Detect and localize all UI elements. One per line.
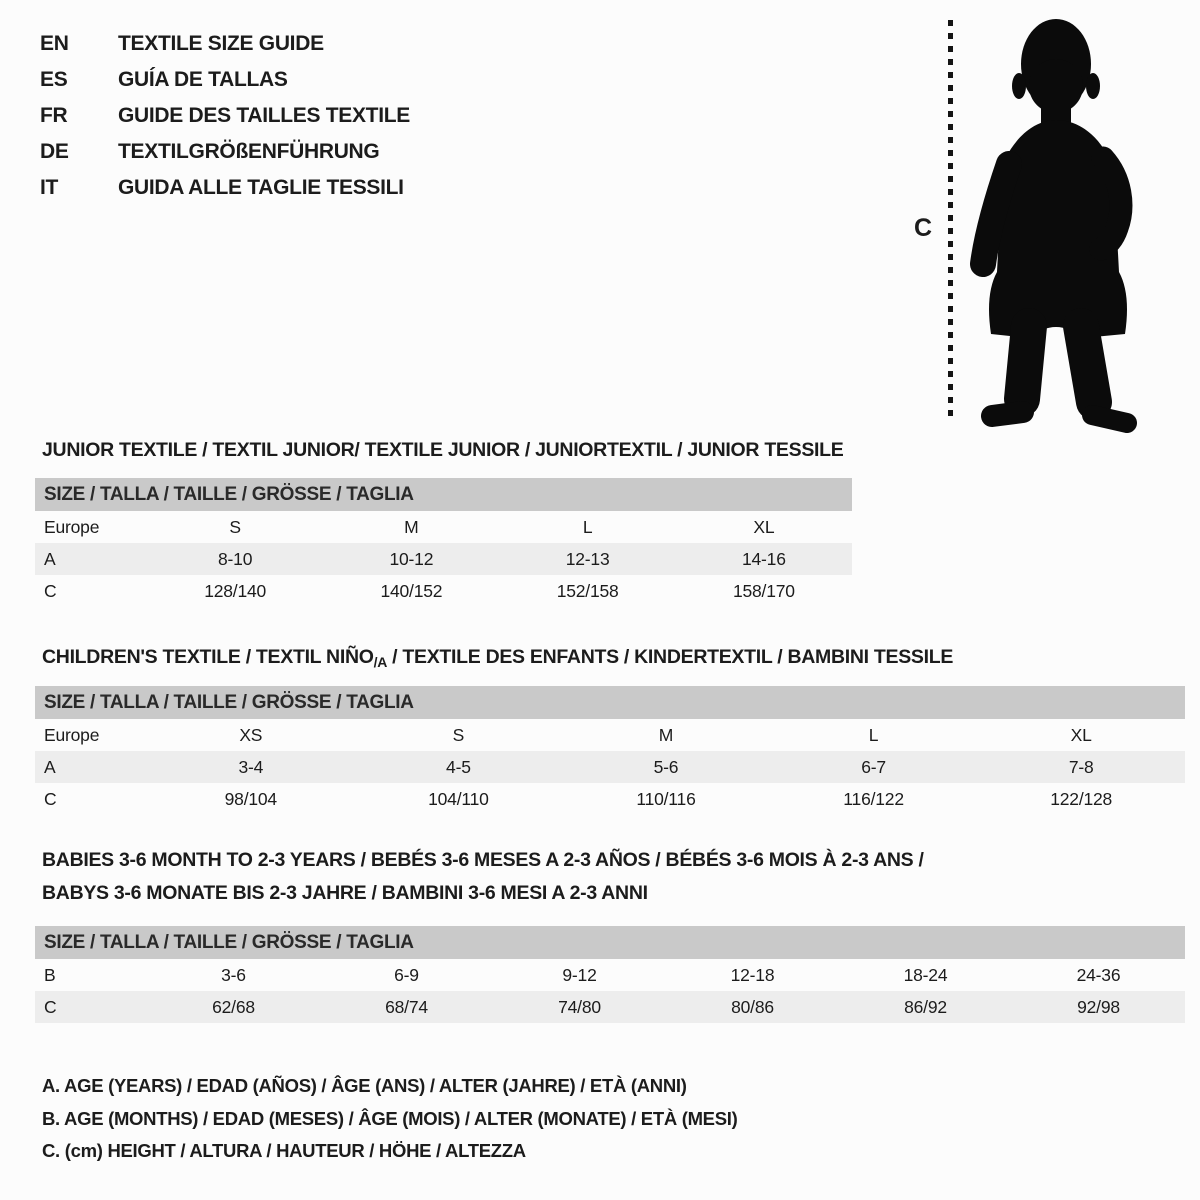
size-value: L (582, 516, 593, 537)
language-row-fr (40, 98, 410, 134)
size-value: 158/170 (732, 580, 795, 601)
row-label: A (44, 756, 56, 777)
size-value: 14-16 (741, 548, 786, 569)
size-value: 140/152 (380, 580, 443, 601)
children-title-text: CHILDREN'S TEXTILE / TEXTIL NIÑO (42, 646, 374, 668)
row-label: Europe (44, 724, 100, 745)
guide-title: GUIDE DES TAILLES TEXTILE (118, 104, 410, 127)
size-value: 10-12 (389, 548, 434, 569)
size-value: XS (239, 724, 263, 745)
language-row-de (40, 134, 410, 170)
row-label: A (44, 548, 56, 569)
size-value: 24-36 (1076, 964, 1121, 985)
size-value: 6-7 (861, 756, 886, 777)
table-row (35, 543, 852, 575)
language-code: EN (40, 32, 69, 55)
size-value: L (868, 724, 879, 745)
children-title-subscript: /A (373, 654, 388, 670)
size-value: 18-24 (903, 964, 948, 985)
table-row (35, 575, 852, 607)
size-value: 12-13 (565, 548, 610, 569)
size-value: 86/92 (904, 996, 947, 1017)
row-label: B (44, 964, 56, 985)
language-list (40, 26, 410, 206)
size-value: M (404, 516, 419, 537)
size-value: 62/68 (212, 996, 255, 1017)
size-value: 116/122 (843, 788, 904, 809)
guide-title: TEXTILE SIZE GUIDE (118, 32, 324, 55)
children-title-text: / TEXTILE DES ENFANTS / KINDERTEXTIL / BAMBINI TESSILE (387, 646, 954, 668)
table-row (35, 511, 852, 543)
table-row (35, 959, 1185, 991)
size-value: S (229, 516, 241, 537)
babies-size-table (35, 926, 1185, 1023)
size-header-bar: SIZE / TALLA / TAILLE / GRÖSSE / TAGLIA (35, 478, 852, 511)
size-value: 122/128 (1050, 788, 1113, 809)
language-code: FR (40, 104, 68, 127)
measurement-legend (42, 1070, 737, 1168)
legend-line-a: A. AGE (YEARS) / EDAD (AÑOS) / ÂGE (ANS) / ALTER (JAHRE) / ETÀ (ANNI) (42, 1075, 687, 1096)
language-row-en (40, 26, 410, 62)
guide-title: GUIDA ALLE TAGLIE TESSILI (118, 176, 404, 199)
size-value: 12-18 (730, 964, 775, 985)
size-value: 104/110 (428, 788, 489, 809)
size-value: XL (753, 516, 775, 537)
row-label: C (44, 996, 57, 1017)
size-value: 6-9 (394, 964, 419, 985)
junior-section-title: JUNIOR TEXTILE / TEXTIL JUNIOR/ TEXTILE JUNIOR / JUNIORTEXTIL / JUNIOR TESSILE (42, 439, 844, 461)
junior-table-rows (35, 511, 852, 607)
guide-title: GUÍA DE TALLAS (118, 68, 288, 91)
legend-line-b: B. AGE (MONTHS) / EDAD (MESES) / ÂGE (MOIS) / ALTER (MONATE) / ETÀ (MESI) (42, 1107, 738, 1129)
row-label: C (44, 788, 57, 809)
table-row (35, 991, 1185, 1023)
language-row-it (40, 170, 410, 206)
junior-size-table (35, 478, 852, 607)
babies-section-title (42, 844, 924, 910)
size-value: 128/140 (204, 580, 267, 601)
size-header-bar: SIZE / TALLA / TAILLE / GRÖSSE / TAGLIA (35, 926, 1185, 959)
table-row (35, 751, 1185, 783)
height-measure-dotted-line (948, 20, 953, 416)
table-row (35, 783, 1185, 815)
size-value: 7-8 (1068, 756, 1094, 777)
row-label: Europe (44, 516, 100, 537)
size-value: 68/74 (385, 996, 428, 1017)
babies-title-line1: BABIES 3-6 MONTH TO 2-3 YEARS / BEBÉS 3-6 MESES A 2-3 AÑOS / BÉBÉS 3-6 MOIS À 2-3 ANS / (42, 849, 924, 871)
size-value: 98/104 (224, 788, 277, 809)
children-table-rows (35, 719, 1185, 815)
language-row-es (40, 62, 410, 98)
size-value: 5-6 (653, 756, 679, 777)
baby-silhouette-icon (965, 14, 1150, 434)
size-header-bar: SIZE / TALLA / TAILLE / GRÖSSE / TAGLIA (35, 686, 1185, 719)
language-code: IT (40, 176, 59, 199)
language-code: ES (40, 68, 68, 91)
size-value: 8-10 (218, 548, 253, 569)
size-value: 80/86 (731, 996, 774, 1017)
size-value: 92/98 (1077, 996, 1120, 1017)
size-value: 152/158 (556, 580, 619, 601)
table-row (35, 719, 1185, 751)
size-value: 9-12 (562, 964, 597, 985)
language-code: DE (40, 140, 69, 163)
size-value: S (452, 724, 465, 745)
size-value: 4-5 (446, 756, 471, 777)
children-size-table (35, 686, 1185, 815)
babies-title-line2: BABYS 3-6 MONATE BIS 2-3 JAHRE / BAMBINI 3-6 MESI A 2-3 ANNI (42, 882, 648, 904)
size-value: 110/116 (636, 788, 696, 809)
legend-line-c: C. (cm) HEIGHT / ALTURA / HAUTEUR / HÖHE / ALTEZZA (42, 1140, 526, 1161)
size-value: M (658, 724, 674, 745)
children-section-title (42, 641, 953, 679)
row-label: C (44, 580, 57, 601)
size-value: 3-6 (221, 964, 246, 985)
size-value: 74/80 (558, 996, 601, 1017)
size-value: XL (1070, 724, 1092, 745)
height-measure-label: C (914, 214, 933, 242)
guide-title: TEXTILGRÖßENFÜHRUNG (118, 140, 380, 163)
size-value: 3-4 (238, 756, 264, 777)
babies-table-rows (35, 959, 1185, 1023)
